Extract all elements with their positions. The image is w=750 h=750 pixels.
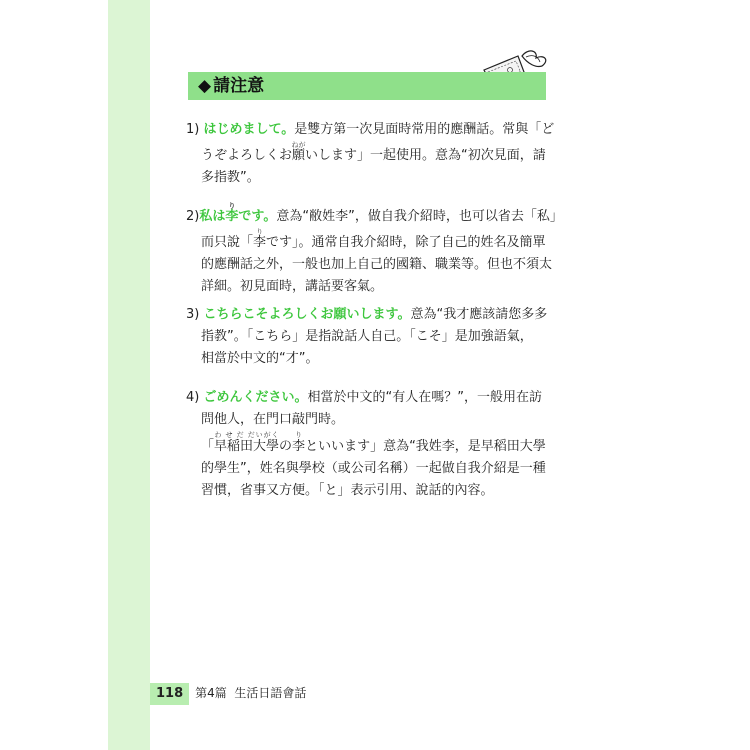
note-text: の — [279, 439, 293, 454]
note-text: 意為“敝姓李”，做自我介紹時，也可以省去「私」 — [276, 209, 563, 224]
note-1-line-3 — [186, 167, 552, 189]
ruby-reading: わ せ だ だいがく — [214, 431, 280, 439]
note-2-line-1 — [186, 202, 563, 228]
note-text: 詳細。初見面時，講話要客氣。 — [201, 279, 384, 294]
note-text: 問他人，在門口敲門時。 — [201, 412, 345, 427]
note-text: 的應酬話之外，一般也加上自己的國籍、職業等。但也不須太 — [201, 257, 553, 272]
note-1 — [186, 119, 555, 189]
note-1-line-2 — [186, 141, 552, 167]
ruby-word — [292, 431, 306, 454]
note-3-line-2 — [186, 326, 552, 348]
note-3-line-1 — [186, 304, 552, 326]
note-text: 「 — [201, 439, 215, 454]
ruby-word — [253, 228, 267, 250]
note-text: 習慣，省事又方便。「と」表示引用、說話的內容。 — [201, 483, 494, 498]
page-footer — [150, 682, 306, 704]
page-number: 118 — [150, 683, 189, 705]
ruby-reading: ねが — [291, 141, 306, 149]
note-text: 多指教”。 — [201, 170, 260, 185]
note-text: いします」一起使用。意為“初次見面，請 — [305, 148, 546, 163]
side-band — [108, 0, 150, 750]
note-3 — [186, 304, 552, 370]
ruby-word — [214, 431, 280, 454]
note-text: うぞよろしくお — [201, 148, 293, 163]
ruby-reading: り — [253, 228, 267, 236]
note-text: 而只說「 — [201, 235, 254, 250]
highlight-phrase: こちらこそよろしくお願いします。 — [203, 307, 411, 322]
note-2 — [186, 202, 563, 298]
note-number: 3) — [186, 307, 200, 322]
note-number: 2) — [186, 209, 200, 224]
note-text: 相當於中文的“才”。 — [201, 351, 319, 366]
note-text: 意為“我才應該請您多多 — [410, 307, 548, 322]
ruby-base: 早稲田大學 — [214, 439, 280, 454]
section-header — [188, 72, 546, 100]
chapter-title: 生活日語會話 — [234, 686, 307, 700]
note-text: 的學生”，姓名與學校（或公司名稱）一起做自我介紹是一種 — [201, 461, 546, 476]
ruby-base: 李 — [292, 439, 306, 454]
note-4-line-2 — [186, 409, 552, 431]
ruby-base: 李 — [225, 209, 239, 224]
ruby-word — [291, 141, 306, 163]
ruby-reading: り — [225, 202, 239, 210]
note-3-line-3 — [186, 348, 552, 370]
highlight-phrase: ごめんください。 — [203, 390, 308, 405]
note-2-line-4 — [186, 276, 552, 298]
note-text: といいます」意為“我姓李，是早稻田大學 — [305, 439, 546, 454]
ruby-base: 李 — [253, 235, 267, 250]
note-text: です」。通常自我介紹時，除了自己的姓名及簡單 — [266, 235, 546, 250]
note-text: 是雙方第一次見面時常用的應酬話。常與「ど — [294, 122, 555, 137]
highlight-phrase: です。 — [238, 209, 277, 224]
chapter-label: 第4篇 — [195, 686, 227, 700]
note-4 — [186, 387, 552, 502]
note-text: 指教”。「こちら」是指說話人自己。「こそ」是加強語氣， — [201, 329, 533, 344]
section-title: 請注意 — [213, 76, 265, 96]
ruby-reading: り — [292, 431, 306, 439]
note-text: 相當於中文的“有人在嗎？”，一般用在訪 — [307, 390, 542, 405]
highlight-phrase: 私は — [199, 209, 226, 224]
note-number: 4) — [186, 390, 200, 405]
note-1-line-1 — [186, 119, 555, 141]
highlight-phrase: はじめまして。 — [203, 122, 295, 137]
ruby-base: 願 — [291, 148, 306, 163]
note-4-line-4 — [186, 458, 552, 480]
note-4-line-5 — [186, 480, 552, 502]
diamond-icon: ◆ — [198, 76, 212, 96]
note-4-line-1 — [186, 387, 552, 409]
note-2-line-2 — [186, 228, 552, 254]
note-number: 1) — [186, 122, 200, 137]
note-2-line-3 — [186, 254, 552, 276]
ruby-word — [225, 202, 239, 224]
note-4-line-3 — [186, 431, 552, 458]
